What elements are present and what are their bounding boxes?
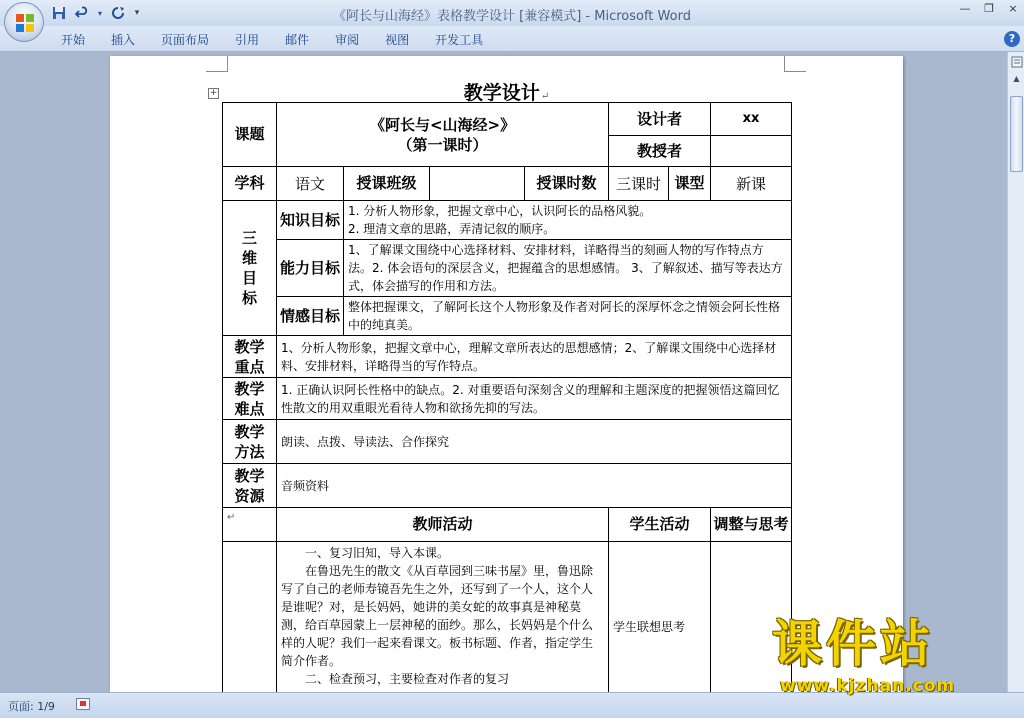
close-button[interactable]: ×	[1008, 2, 1018, 15]
teacher-activity-heading: 一、复习旧知，导入本课。	[305, 546, 450, 560]
tab-insert[interactable]: 插入	[111, 33, 136, 47]
proofing-icon[interactable]	[76, 698, 90, 710]
difficulties-label	[223, 378, 277, 420]
page-title-text: 教学设计	[463, 82, 540, 104]
page-count[interactable]: 页面: 1/9	[8, 700, 55, 713]
difficulties-label-line: 难点	[234, 399, 265, 418]
goals-group-label	[223, 201, 277, 336]
teacher-label: 教授者	[609, 136, 711, 167]
office-logo-icon	[15, 13, 35, 33]
hours-value: 三课时	[609, 167, 669, 201]
methods-text: 朗读、点拨、导读法、合作探究	[277, 420, 792, 464]
student-activity-line: 学生联想思考	[613, 620, 686, 634]
ribbon-tabs	[48, 30, 496, 48]
vertical-scrollbar[interactable]	[1007, 52, 1024, 692]
tab-review[interactable]: 审阅	[335, 33, 360, 47]
undo-dropdown-icon[interactable]: ▾	[97, 8, 102, 18]
methods-label-line: 方法	[234, 442, 265, 461]
methods-label-line: 教学	[234, 422, 265, 441]
knowledge-goal-label: 知识目标	[277, 201, 344, 240]
watermark	[772, 614, 1022, 702]
type-label: 课型	[669, 167, 711, 201]
student-activity-text	[609, 542, 711, 712]
ability-goal-label: 能力目标	[277, 240, 344, 297]
knowledge-goal-line: 1. 分析人物形象，把握文章中心，认识阿长的品格风貌。	[348, 204, 652, 218]
empty-cell-mark: ↵	[223, 508, 277, 542]
goals-char: 标	[241, 289, 257, 307]
page-title	[110, 78, 903, 105]
goals-char: 三	[241, 229, 257, 247]
key-points-label-line: 教学	[234, 337, 265, 356]
office-button[interactable]	[4, 2, 44, 42]
emotion-goal-text: 整体把握课文，了解阿长这个人物形象及作者对阿长的深厚怀念之情领会阿长性格中的纯真美。	[344, 297, 792, 336]
ruler-toggle-icon[interactable]	[1010, 56, 1023, 69]
class-value	[430, 167, 525, 201]
teacher-activity-paragraph: 在鲁迅先生的散文《从百草园到三味书屋》里，鲁迅除写了自己的老师寿镜吾先生之外，还写到了一个人，这个人是谁呢？对，是长妈妈，她讲的美女蛇的故事真是神秘莫测，给百草园蒙上一层神秘的面纱。那么，长妈妈是个什么样的人呢？我们一起来看课文。板书标题、作者，指定学生简介作者。	[281, 564, 594, 668]
type-value: 新课	[711, 167, 792, 201]
teacher-activity-heading-2: 二、检查预习，主要检查对作者的复习	[305, 672, 510, 686]
goals-char: 目	[241, 269, 257, 287]
teacher-value	[711, 136, 792, 167]
customize-qat-button[interactable]: ▾	[134, 8, 140, 18]
help-icon[interactable]: ?	[1004, 31, 1020, 47]
resources-text: 音频资料	[277, 464, 792, 508]
goals-char: 维	[241, 249, 257, 267]
scroll-thumb[interactable]	[1010, 96, 1023, 172]
topic-cell	[277, 103, 609, 167]
topic-label: 课题	[223, 103, 277, 167]
minimize-button[interactable]: —	[959, 2, 971, 15]
document-workspace[interactable]	[0, 52, 1007, 692]
knowledge-goal-line: 2. 理清文章的思路，弄清记叙的顺序。	[348, 222, 556, 236]
subject-label: 学科	[223, 167, 277, 201]
topic-title: 《阿长与<山海经>》	[369, 115, 516, 134]
difficulties-text: 1. 正确认识阿长性格中的缺点。2. 对重要语句深刻含义的理解和主题深度的把握领悟这篇回忆性散文的用双重眼光看待人物和欲扬先抑的写法。	[277, 378, 792, 420]
methods-label	[223, 420, 277, 464]
title-bar	[0, 0, 1024, 26]
key-points-text: 1、分析人物形象，把握文章中心，理解文章所表达的思想感情；2、了解课文围绕中心选择材料、安排材料，详略得当的写作特点。	[277, 336, 792, 378]
teacher-activity-header: 教师活动	[277, 508, 609, 542]
resources-label-line: 资源	[234, 486, 265, 505]
knowledge-goal-text	[344, 201, 792, 240]
adjust-header: 调整与思考	[711, 508, 792, 542]
lesson-plan-table	[222, 102, 792, 712]
teacher-activity-text	[277, 542, 609, 712]
student-activity-header: 学生活动	[609, 508, 711, 542]
key-points-label-line: 重点	[234, 357, 265, 376]
paragraph-mark: ↵	[540, 91, 550, 102]
restore-button[interactable]: ❐	[984, 2, 994, 15]
hours-label: 授课时数	[525, 167, 609, 201]
tab-mailings[interactable]: 邮件	[285, 33, 310, 47]
watermark-logo: 课件站	[772, 615, 934, 673]
window-title: 《阿长与山海经》表格教学设计 [兼容模式] - Microsoft Word	[333, 9, 691, 24]
scroll-up-icon[interactable]: ▲	[1013, 74, 1020, 83]
ribbon	[0, 26, 1024, 52]
resources-label-line: 教学	[234, 466, 265, 485]
ability-goal-text: 1、了解课文围绕中心选择材料、安排材料，详略得当的刻画人物的写作特点方法。2. 体会语句的深层含义，把握蕴含的思想感情。 3、了解叙述、描写等表达方式，体会描写的作用和方法。	[344, 240, 792, 297]
tab-view[interactable]: 视图	[385, 33, 410, 47]
difficulties-label-line: 教学	[234, 379, 265, 398]
subject-value: 语文	[277, 167, 344, 201]
activity-left-cell	[223, 542, 277, 712]
table-move-handle[interactable]: +	[209, 88, 218, 98]
topic-subtitle: （第一课时）	[397, 135, 488, 154]
tab-references[interactable]: 引用	[235, 33, 260, 47]
watermark-url: www.kjzhan.com	[780, 676, 956, 696]
key-points-label	[223, 336, 277, 378]
crop-mark-left	[206, 56, 228, 72]
designer-value: xx	[711, 103, 792, 136]
emotion-goal-label: 情感目标	[277, 297, 344, 336]
resources-label	[223, 464, 277, 508]
designer-label: 设计者	[609, 103, 711, 136]
tab-page-layout[interactable]: 页面布局	[161, 33, 210, 47]
class-label: 授课班级	[344, 167, 430, 201]
tab-developer[interactable]: 开发工具	[435, 33, 484, 47]
tab-home[interactable]: 开始	[61, 33, 86, 47]
window-controls	[958, 2, 1020, 15]
crop-mark-right	[784, 56, 806, 72]
